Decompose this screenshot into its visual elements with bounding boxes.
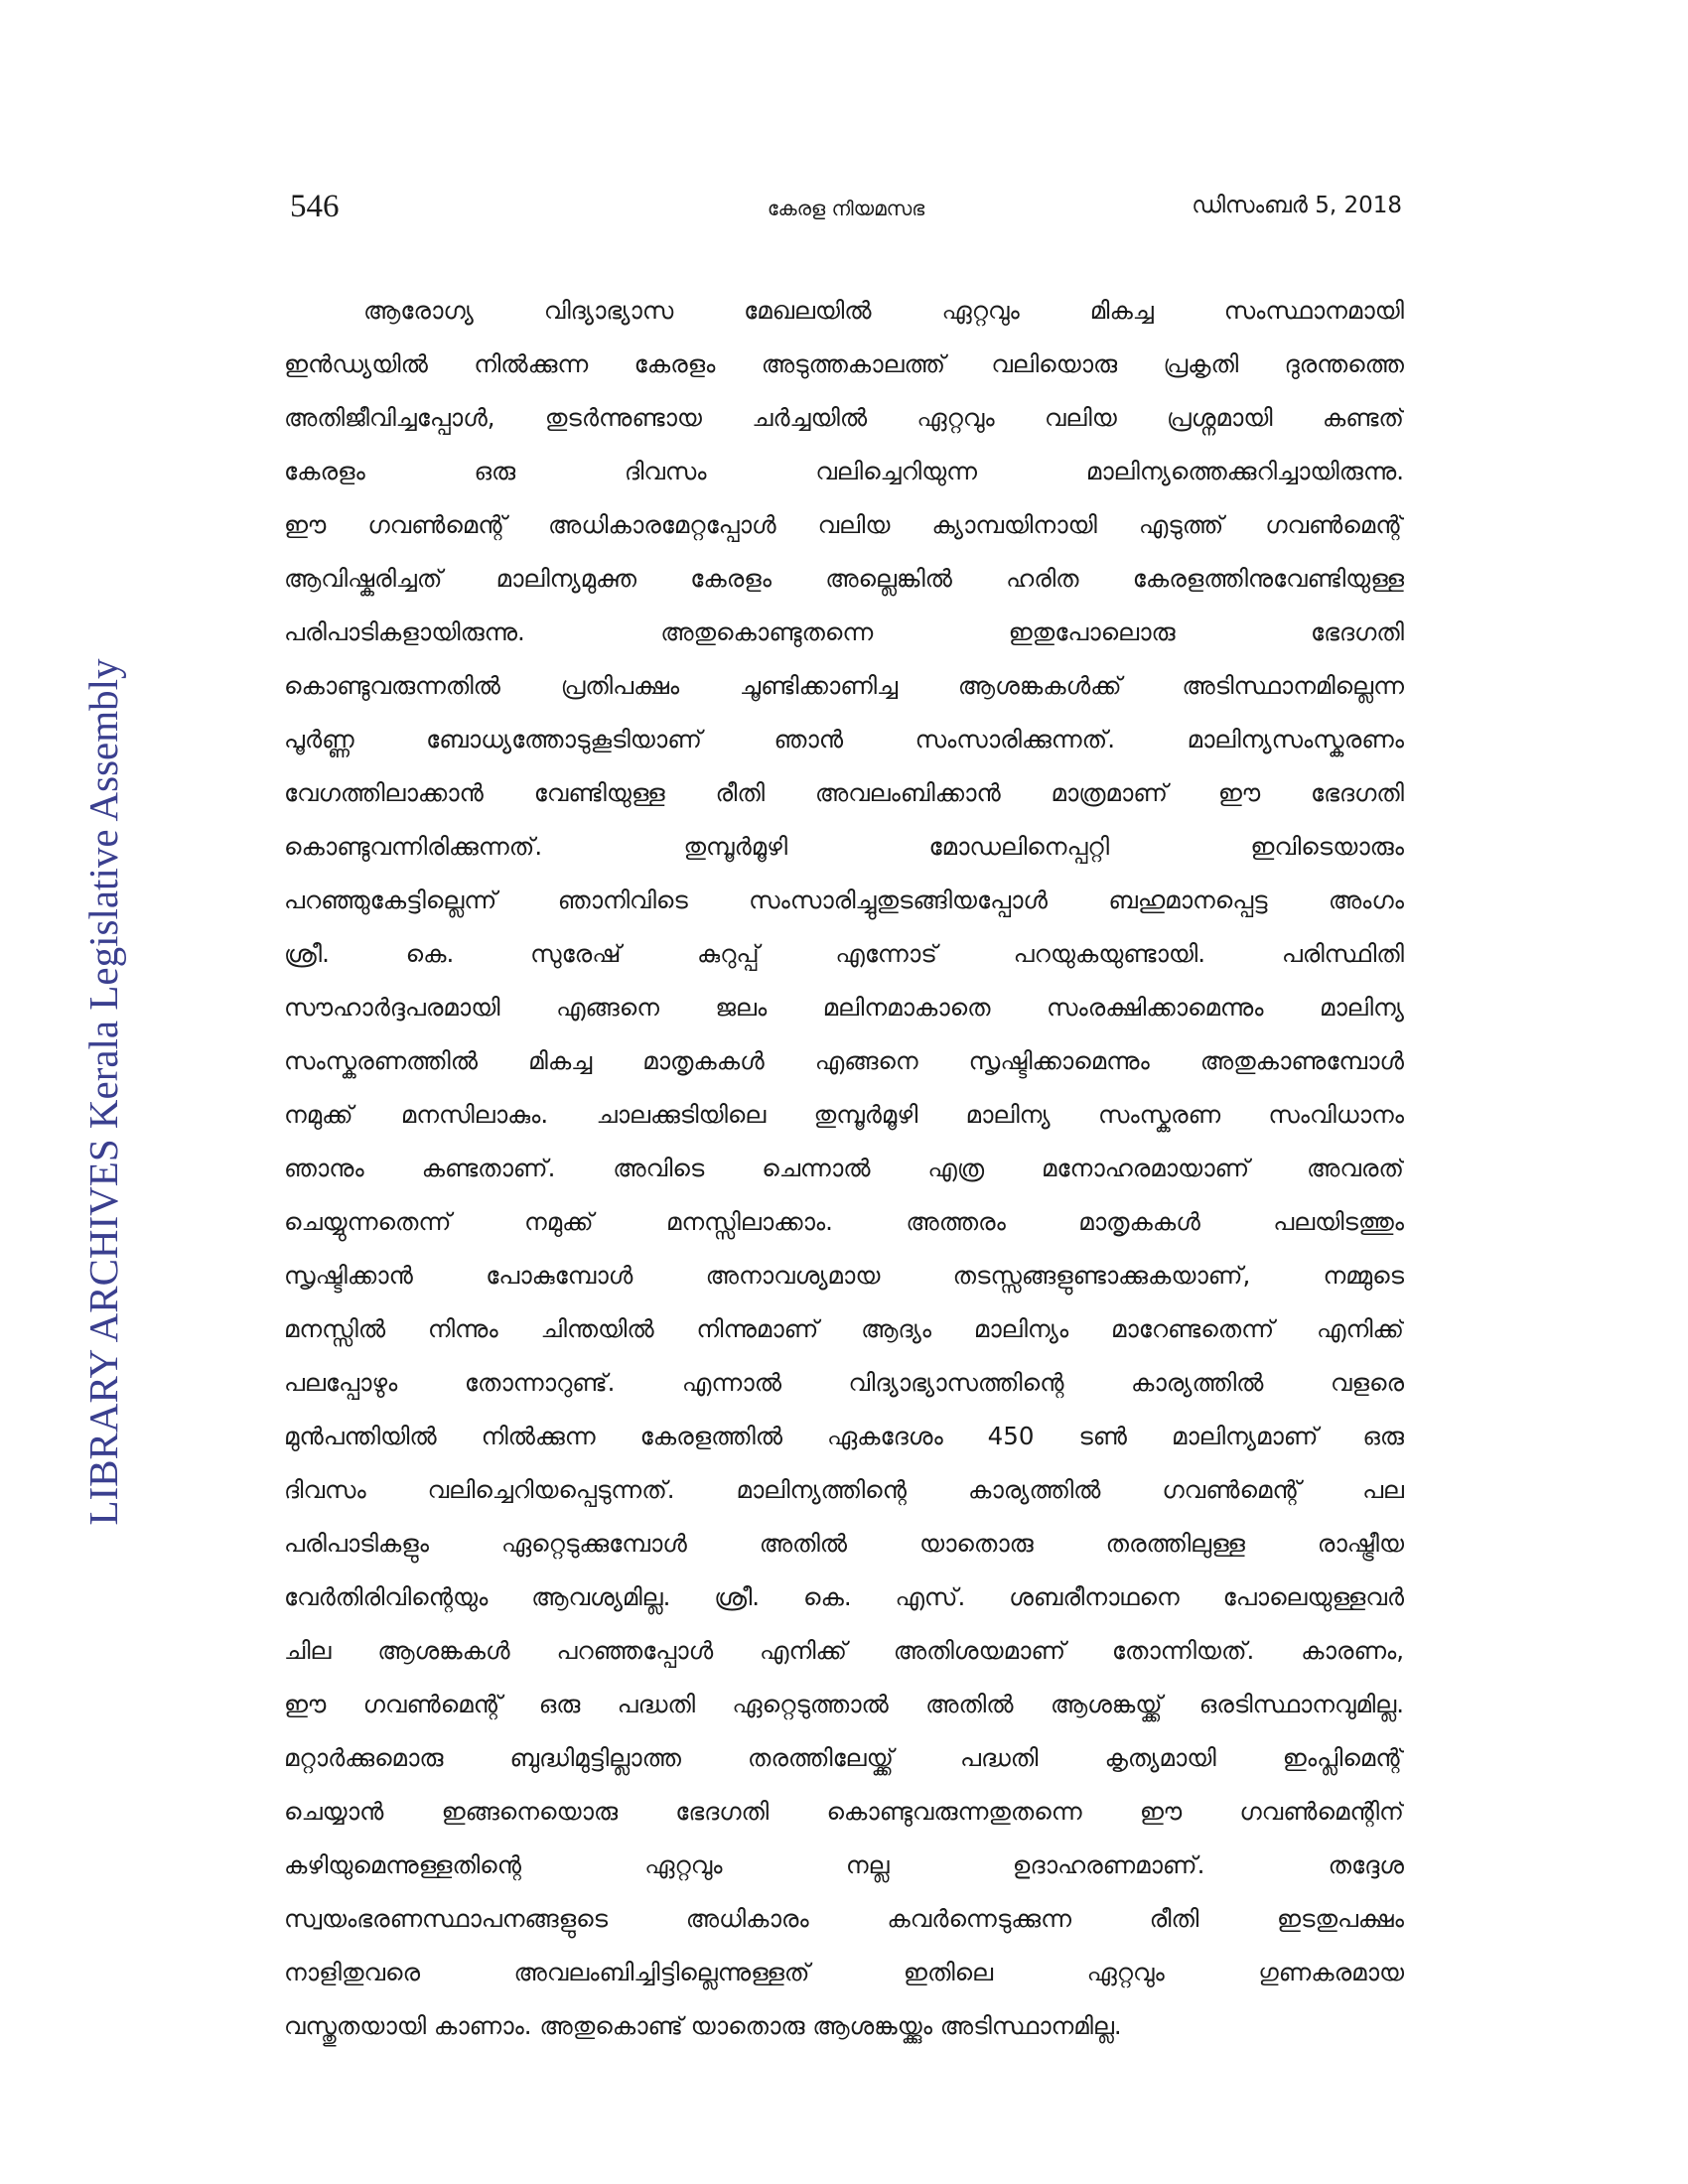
text-line: കൊണ്ടുവന്നിരിക്കുന്നത്. തുമ്പൂർമൂഴി മോഡലിനെപ്പറ്റി ഇവിടെയാരും xyxy=(284,832,1404,861)
text-line: സംസ്കരണത്തിൽ മികച്ച മാതൃകകൾ എങ്ങനെ സൃഷ്ടിക്കാമെന്നും അതുകാണുമ്പോൾ xyxy=(284,1046,1404,1075)
text-line: അതിജീവിച്ചപ്പോൾ, തുടർന്നുണ്ടായ ചർച്ചയിൽ ഏറ്റവും വലിയ പ്രശ്നമായി കണ്ടത് xyxy=(284,403,1404,432)
text-line: വസ്തുതയായി കാണാം. അതുകൊണ്ട് യാതൊരു ആശങ്കയ്ക്കും അടിസ്ഥാനമില്ല. xyxy=(284,2011,1122,2040)
text-line: ആവിഷ്കരിച്ചത് മാലിന്യമുക്ത കേരളം അല്ലെങ്കിൽ ഹരിത കേരളത്തിനുവേണ്ടിയുള്ള xyxy=(284,564,1404,593)
text-line: പരിപാടികളായിരുന്നു. അതുകൊണ്ടുതന്നെ ഇതുപോലൊരു ഭേദഗതി xyxy=(284,617,1404,646)
text-line: പരിപാടികളും ഏറ്റെടുക്കുമ്പോൾ അതിൽ യാതൊരു തരത്തിലുള്ള രാഷ്ട്രീയ xyxy=(284,1529,1404,1558)
text-line: സൗഹാർദ്ദപരമായി എങ്ങനെ ജലം മലിനമാകാതെ സംരക്ഷിക്കാമെന്നും മാലിന്യ xyxy=(284,993,1404,1022)
text-line: സൃഷ്ടിക്കാൻ പോകുമ്പോൾ അനാവശ്യമായ തടസ്സങ്ങളുണ്ടാക്കുകയാണ്, നമ്മുടെ xyxy=(284,1261,1404,1290)
speech-paragraph xyxy=(284,284,1404,2053)
text-line: വേർതിരിവിന്റെയും ആവശ്യമില്ല. ശ്രീ. കെ. എസ്. ശബരീനാഥനെ പോലെയുള്ളവർ xyxy=(284,1582,1404,1611)
text-line: ഇൻഡ്യയിൽ നിൽക്കുന്ന കേരളം അടുത്തകാലത്ത് വലിയൊരു പ്രകൃതി ദുരന്തത്തെ xyxy=(284,349,1404,378)
text-line: പലപ്പോഴും തോന്നാറുണ്ട്. എന്നാൽ വിദ്യാഭ്യാസത്തിന്റെ കാര്യത്തിൽ വളരെ xyxy=(284,1368,1404,1397)
text-line: കൊണ്ടുവരുന്നതിൽ പ്രതിപക്ഷം ചൂണ്ടിക്കാണിച്ച ആശങ്കകൾക്ക് അടിസ്ഥാനമില്ലെന്ന xyxy=(284,671,1404,700)
text-line: കേരളം ഒരു ദിവസം വലിച്ചെറിയുന്ന മാലിന്യത്തെക്കുറിച്ചായിരുന്നു. xyxy=(284,457,1404,485)
text-line: ചെയ്യാൻ ഇങ്ങനെയൊരു ഭേദഗതി കൊണ്ടുവരുന്നതുതന്നെ ഈ ഗവൺമെന്റിന് xyxy=(284,1797,1404,1826)
text-line: നാളിതുവരെ അവലംബിച്ചിട്ടില്ലെന്നുള്ളത് ഇതിലെ ഏറ്റവും ഗുണകരമായ xyxy=(284,1958,1404,1986)
text-line: പറഞ്ഞുകേട്ടില്ലെന്ന് ഞാനിവിടെ സംസാരിച്ചുതുടങ്ങിയപ്പോൾ ബഹുമാനപ്പെട്ട അംഗം xyxy=(284,886,1404,914)
text-line: മറ്റാർക്കുമൊരു ബുദ്ധിമുട്ടില്ലാത്ത തരത്തിലേയ്ക്ക് പദ്ധതി കൃത്യമായി ഇംപ്ലിമെന്റ് xyxy=(284,1743,1404,1772)
running-title: കേരള നിയമസഭ xyxy=(767,197,925,220)
header-date: ഡിസംബർ 5, 2018 xyxy=(1192,193,1402,218)
page-number: 546 xyxy=(290,189,340,224)
text-line: കഴിയുമെന്നുള്ളതിന്റെ ഏറ്റവും നല്ല ഉദാഹരണമാണ്. തദ്ദേശ xyxy=(284,1850,1404,1879)
text-line: ഈ ഗവൺമെന്റ് അധികാരമേറ്റപ്പോൾ വലിയ ക്യാമ്പയിനായി എടുത്ത് ഗവൺമെന്റ് xyxy=(284,510,1404,539)
text-line: ദിവസം വലിച്ചെറിയപ്പെടുന്നത്. മാലിന്യത്തിന്റെ കാര്യത്തിൽ ഗവൺമെന്റ് പല xyxy=(284,1475,1404,1504)
text-line: പൂർണ്ണ ബോധ്യത്തോടുകൂടിയാണ് ഞാൻ സംസാരിക്കുന്നത്. മാലിന്യസംസ്കരണം xyxy=(284,725,1404,753)
text-line: ചില ആശങ്കകൾ പറഞ്ഞപ്പോൾ എനിക്ക് അതിശയമാണ് തോന്നിയത്. കാരണം, xyxy=(284,1636,1404,1665)
text-line: ഞാനും കണ്ടതാണ്. അവിടെ ചെന്നാൽ എത്ര മനോഹരമായാണ് അവരത് xyxy=(284,1154,1404,1182)
text-line: മുൻപന്തിയിൽ നിൽക്കുന്ന കേരളത്തിൽ ഏകദേശം 450 ടൺ മാലിന്യമാണ് ഒരു xyxy=(284,1422,1404,1450)
text-line: മനസ്സിൽ നിന്നും ചിന്തയിൽ നിന്നുമാണ് ആദ്യം മാലിന്യം മാറേണ്ടതെന്ന് എനിക്ക് xyxy=(284,1314,1404,1343)
page-header xyxy=(290,189,1402,228)
text-line: ചെയ്യുന്നതെന്ന് നമുക്ക് മനസ്സിലാക്കാം. അത്തരം മാതൃകകൾ പലയിടത്തും xyxy=(284,1207,1404,1236)
archive-watermark: LIBRARY ARCHIVES Kerala Legislative Assembly xyxy=(80,658,126,1526)
text-line: ശ്രീ. കെ. സുരേഷ് കുറുപ്പ് എന്നോട് പറയുകയുണ്ടായി. പരിസ്ഥിതി xyxy=(284,939,1404,968)
text-line: ആരോഗ്യ വിദ്യാഭ്യാസ മേഖലയിൽ ഏറ്റവും മികച്ച സംസ്ഥാനമായി xyxy=(363,296,1404,325)
text-line: ഈ ഗവൺമെന്റ് ഒരു പദ്ധതി ഏറ്റെടുത്താൽ അതിൽ ആശങ്കയ്ക്ക് ഒരടിസ്ഥാനവുമില്ല. xyxy=(284,1690,1404,1718)
text-line: വേഗത്തിലാക്കാൻ വേണ്ടിയുള്ള രീതി അവലംബിക്കാൻ മാത്രമാണ് ഈ ഭേദഗതി xyxy=(284,778,1404,807)
text-line: സ്വയംഭരണസ്ഥാപനങ്ങളുടെ അധികാരം കവർന്നെടുക്കുന്ന രീതി ഇടതുപക്ഷം xyxy=(284,1904,1404,1933)
text-line: നമുക്ക് മനസിലാകും. ചാലക്കുടിയിലെ തുമ്പൂർമൂഴി മാലിന്യ സംസ്കരണ സംവിധാനം xyxy=(284,1100,1404,1129)
